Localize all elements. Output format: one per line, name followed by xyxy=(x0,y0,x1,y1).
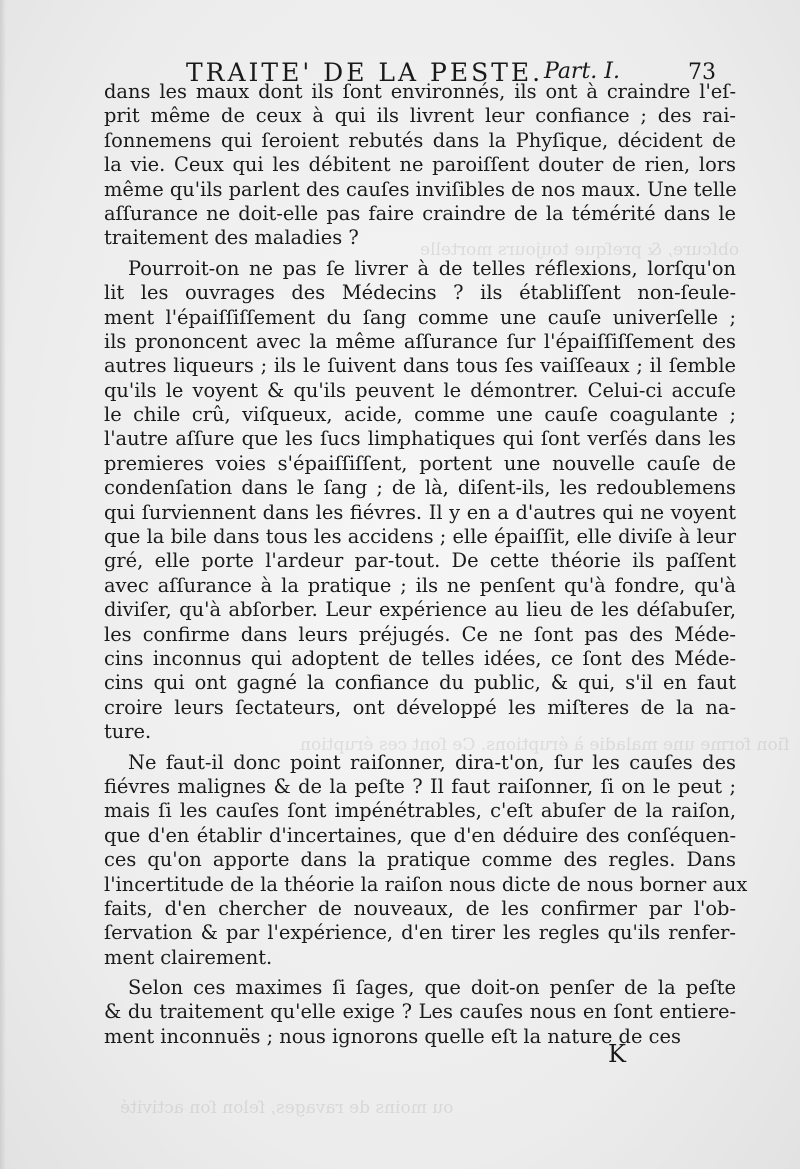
text-line: & du traitement qu'elle exige ? Les cauſes nous en ſont entiere- xyxy=(104,1000,736,1024)
text-line: l'autre aſſure que les ſucs limphatiques qui ſont verſés dans les xyxy=(104,427,736,451)
text-line: prit même de ceux à qui ils livrent leur confiance ; des rai- xyxy=(104,104,736,128)
text-line: dans les maux dont ils ſont environnés, ils ont à craindre l'eſ- xyxy=(104,80,736,103)
text-line: ment inconnuës ; nous ignorons quelle eſt la nature de ces xyxy=(104,1024,681,1048)
text-line: qui ſurviennent dans les fiévres. Il y en a d'autres qui ne voyent xyxy=(104,500,736,524)
bleed-through-text: ſion forme une maladie à éruptions. Ce ſont ces éruption xyxy=(300,735,790,755)
text-line: aſſurance ne doit-elle pas faire craindre de la témérité dans le xyxy=(104,201,736,225)
paragraph xyxy=(104,976,736,1049)
text-line: ces qu'on apporte dans la pratique comme des regles. Dans xyxy=(104,848,736,872)
part-label: Part. I. xyxy=(544,59,620,84)
bleed-through-text: obſcure, & preſque toujours mortelle xyxy=(420,240,740,260)
text-line: ment clairement. xyxy=(104,945,273,969)
paragraph xyxy=(104,80,736,251)
text-line: condenſation dans le ſang ; de là, diſent-ils, les redoublemens xyxy=(104,476,736,500)
text-line: avec aſſurance à la pratique ; ils ne penſent qu'à fondre, qu'à xyxy=(104,573,736,597)
page-number: 73 xyxy=(688,60,716,85)
text-line: faits, d'en chercher de nouveaux, de les confirmer par l'ob- xyxy=(104,896,736,920)
text-line: ment l'épaiſſiſſement du ſang comme une cauſe univerſelle ; xyxy=(104,305,736,329)
text-line: mais ſi les cauſes ſont impénétrables, c'eſt abuſer de la raiſon, xyxy=(104,799,736,823)
text-line: même qu'ils parlent des cauſes inviſibles de nos maux. Une telle xyxy=(104,177,737,201)
running-title: TRAITE' DE LA PESTE. xyxy=(186,58,544,87)
text-line: que la bile dans tous les accidens ; elle épaiſſit, elle diviſe à leur xyxy=(104,525,736,549)
text-line: Selon ces maximes ſi ſages, que doit-on penſer de la peſte xyxy=(128,976,736,1000)
text-line: fiévres malignes & de la peſte ? Il faut raiſonner, ſi on le peut ; xyxy=(104,774,736,798)
text-line: la vie. Ceux qui les débitent ne paroiſſent douter de rien, lors xyxy=(104,153,736,177)
text-line: ſervation & par l'expérience, d'en tirer les regles qu'ils renfer- xyxy=(104,921,736,945)
text-line: ture. xyxy=(104,720,152,744)
text-line: premieres voies s'épaiſſiſſent, portent une nouvelle cauſe de xyxy=(104,451,736,475)
text-line: l'incertitude de la théorie la raiſon nous dicte de nous borner aux xyxy=(104,872,748,896)
paragraph xyxy=(104,257,736,745)
text-line: ſonnemens qui ſeroient rebutés dans la Phyſique, décident de xyxy=(104,128,736,152)
text-line: cins inconnus qui adoptent de telles idées, ce ſont des Méde- xyxy=(104,646,736,670)
text-line: le chile crû, viſqueux, acide, comme une cauſe coagulante ; xyxy=(104,403,736,427)
text-line: croire leurs ſectateurs, ont développé les miſteres de la na- xyxy=(104,695,736,719)
text-line: lit les ouvrages des Médecins ? ils établiſſent non-ſeule- xyxy=(104,281,736,305)
text-line: Ne faut-il donc point raiſonner, dira-t'on, ſur les cauſes des xyxy=(128,750,736,774)
signature-mark: K xyxy=(608,1040,626,1068)
text-line: autres liqueurs ; ils le ſuivent dans tous ſes vaiſſeaux ; il ſemble xyxy=(104,354,736,378)
text-line: gré, elle porte l'ardeur par-tout. De cette théorie ils paſſent xyxy=(104,549,736,573)
paragraph xyxy=(104,750,748,971)
text-line: que d'en établir d'incertaines, que d'en déduire des conſéquen- xyxy=(104,823,736,847)
text-line: les confirme dans leurs préjugés. Ce ne ſont pas des Méde- xyxy=(104,622,736,646)
text-line: traitement des maladies ? xyxy=(104,226,359,250)
text-line: qu'ils le voyent & qu'ils peuvent le démontrer. Celui-ci accuſe xyxy=(104,378,736,402)
text-line: diviſer, qu'à abſorber. Leur expérience au lieu de les déſabuſer, xyxy=(104,598,736,622)
text-line: Pourroit-on ne pas ſe livrer à de telles réflexions, lorſqu'on xyxy=(128,256,736,280)
bleed-through-text: ou moins de ravages, ſelon ſon activité xyxy=(120,1098,454,1118)
body-text xyxy=(104,80,748,1049)
text-line: ils prononcent avec la même aſſurance ſur l'épaiſſiſſement des xyxy=(104,329,736,353)
text-line: cins qui ont gagné la confiance du public, & qui, s'il en faut xyxy=(104,671,736,695)
